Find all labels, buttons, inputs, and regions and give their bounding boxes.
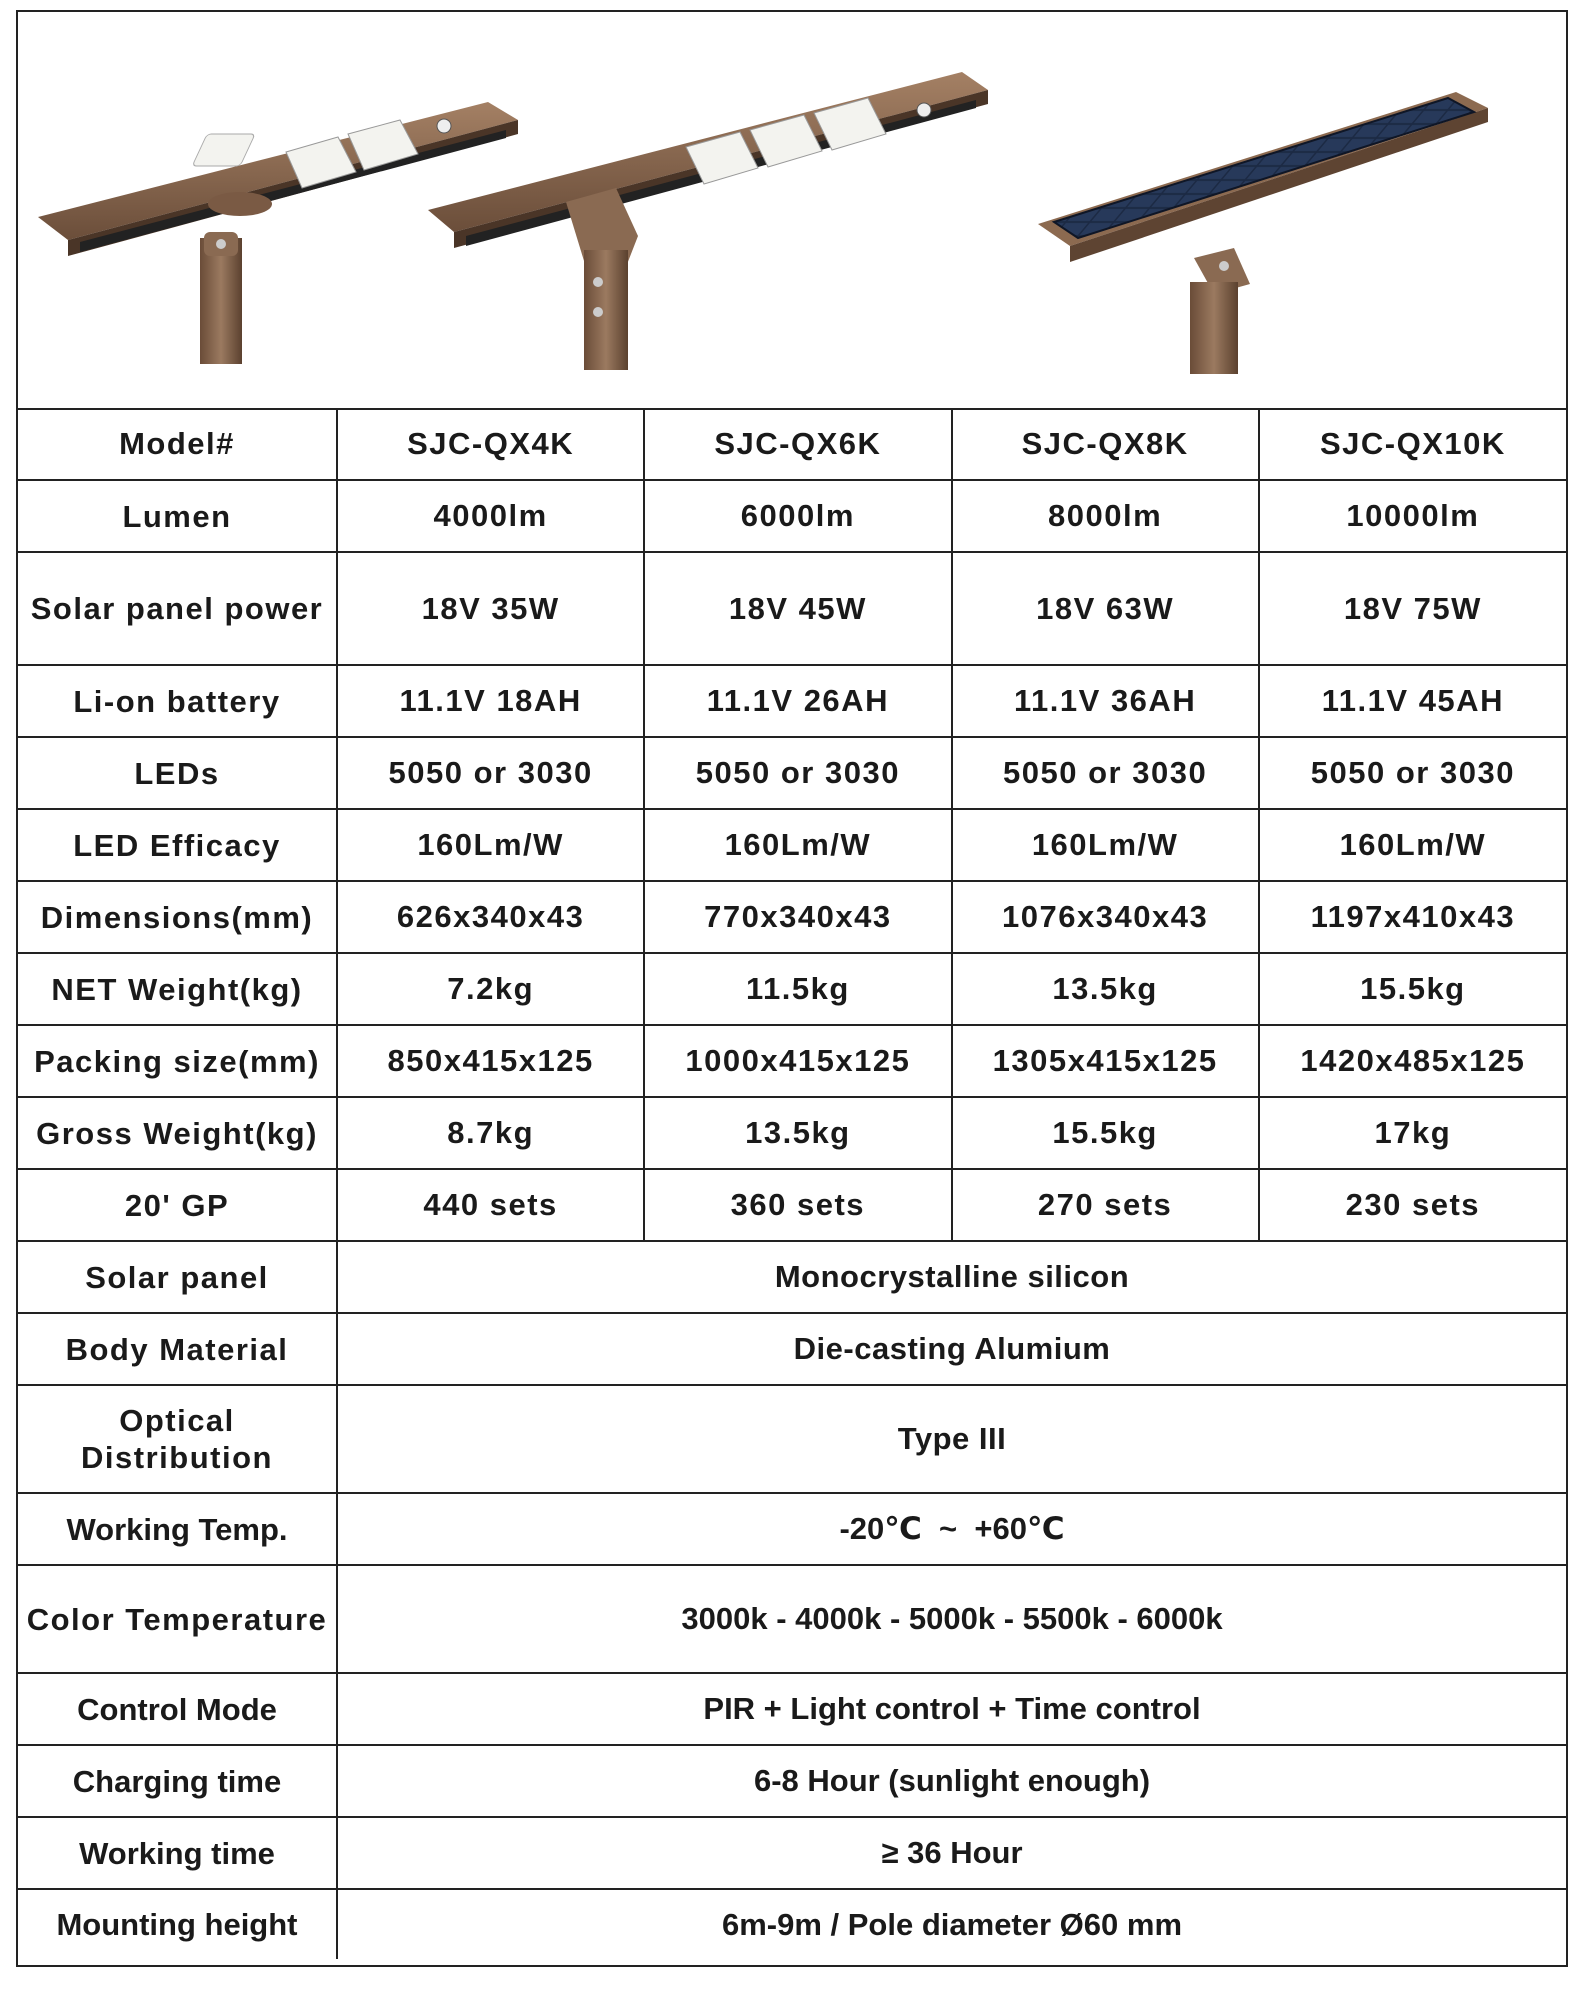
cell-value: 6000lm: [644, 480, 951, 552]
cell-value: 850x415x125: [337, 1025, 644, 1097]
table-row: [18, 1817, 1566, 1889]
row-label: Solar panel power: [18, 552, 337, 665]
cell-value: 1000x415x125: [644, 1025, 951, 1097]
cell-value: ≥ 36 Hour: [337, 1817, 1566, 1889]
cell-value: 5050 or 3030: [337, 737, 644, 809]
row-label: Packing size(mm): [18, 1025, 337, 1097]
row-label: Body Material: [18, 1313, 337, 1385]
row-label: Working Temp.: [18, 1493, 337, 1565]
cell-value: 10000lm: [1259, 480, 1566, 552]
cell-value: 15.5kg: [1259, 953, 1566, 1025]
table-row: [18, 480, 1566, 552]
table-row: [18, 1673, 1566, 1745]
cell-value: 160Lm/W: [337, 809, 644, 881]
table-row: [18, 1565, 1566, 1673]
cell-value: 6m-9m / Pole diameter Ø60 mm: [337, 1889, 1566, 1959]
row-label: Optical Distribution: [18, 1385, 337, 1493]
table-row: [18, 1493, 1566, 1565]
row-label: Dimensions(mm): [18, 881, 337, 953]
street-light-solar-panel-view: [1038, 92, 1488, 374]
cell-value: 270 sets: [952, 1169, 1259, 1241]
cell-value: 1076x340x43: [952, 881, 1259, 953]
row-label: Charging time: [18, 1745, 337, 1817]
model-name: SJC-QX8K: [952, 408, 1259, 480]
cell-value: 626x340x43: [337, 881, 644, 953]
table-row: [18, 1889, 1566, 1959]
row-label: LEDs: [18, 737, 337, 809]
cell-value: 440 sets: [337, 1169, 644, 1241]
cell-value: 11.1V 26AH: [644, 665, 951, 737]
table-row: [18, 1241, 1566, 1313]
cell-value: Monocrystalline silicon: [337, 1241, 1566, 1313]
row-label: Solar panel: [18, 1241, 337, 1313]
table-row: [18, 1097, 1566, 1169]
cell-value: 160Lm/W: [1259, 809, 1566, 881]
cell-value: 18V 63W: [952, 552, 1259, 665]
cell-value: 1420x485x125: [1259, 1025, 1566, 1097]
cell-value: 11.1V 45AH: [1259, 665, 1566, 737]
table-row: [18, 665, 1566, 737]
header-label: Model#: [18, 408, 337, 480]
cell-value: 8000lm: [952, 480, 1259, 552]
model-name: SJC-QX6K: [644, 408, 951, 480]
cell-value: 13.5kg: [952, 953, 1259, 1025]
product-photos: [18, 12, 1566, 408]
cell-value: 230 sets: [1259, 1169, 1566, 1241]
row-label: Working time: [18, 1817, 337, 1889]
cell-value: 8.7kg: [337, 1097, 644, 1169]
table-row: [18, 737, 1566, 809]
row-label: Control Mode: [18, 1673, 337, 1745]
street-light-front-view: [38, 102, 518, 364]
cell-value: 18V 45W: [644, 552, 951, 665]
row-label: Li-on battery: [18, 665, 337, 737]
cell-value: Type III: [337, 1385, 1566, 1493]
row-label: Gross Weight(kg): [18, 1097, 337, 1169]
cell-value: 1197x410x43: [1259, 881, 1566, 953]
table-row: [18, 809, 1566, 881]
cell-value: 5050 or 3030: [644, 737, 951, 809]
table-row: [18, 1745, 1566, 1817]
cell-value: 160Lm/W: [952, 809, 1259, 881]
model-name: SJC-QX4K: [337, 408, 644, 480]
row-label: LED Efficacy: [18, 809, 337, 881]
spec-sheet: [16, 10, 1568, 1967]
cell-value: PIR + Light control + Time control: [337, 1673, 1566, 1745]
table-row: [18, 1025, 1566, 1097]
cell-value: 11.1V 36AH: [952, 665, 1259, 737]
cell-value: -20℃ ~ +60℃: [337, 1493, 1566, 1565]
header-row: [18, 408, 1566, 480]
cell-value: 7.2kg: [337, 953, 644, 1025]
table-row: [18, 552, 1566, 665]
table-row: [18, 1385, 1566, 1493]
spec-table: [18, 408, 1566, 1959]
table-row: [18, 881, 1566, 953]
product-photo-strip: [18, 12, 1566, 410]
table-row: [18, 1313, 1566, 1385]
cell-value: 1305x415x125: [952, 1025, 1259, 1097]
table-row: [18, 1169, 1566, 1241]
cell-value: 4000lm: [337, 480, 644, 552]
cell-value: Die-casting Alumium: [337, 1313, 1566, 1385]
cell-value: 18V 75W: [1259, 552, 1566, 665]
cell-value: 5050 or 3030: [1259, 737, 1566, 809]
cell-value: 13.5kg: [644, 1097, 951, 1169]
cell-value: 360 sets: [644, 1169, 951, 1241]
row-label: Mounting height: [18, 1889, 337, 1959]
cell-value: 15.5kg: [952, 1097, 1259, 1169]
cell-value: 18V 35W: [337, 552, 644, 665]
model-name: SJC-QX10K: [1259, 408, 1566, 480]
cell-value: 5050 or 3030: [952, 737, 1259, 809]
cell-value: 11.5kg: [644, 953, 951, 1025]
cell-value: 3000k - 4000k - 5000k - 5500k - 6000k: [337, 1565, 1566, 1673]
cell-value: 17kg: [1259, 1097, 1566, 1169]
cell-value: 160Lm/W: [644, 809, 951, 881]
row-label: Color Temperature: [18, 1565, 337, 1673]
row-label: Lumen: [18, 480, 337, 552]
table-row: [18, 953, 1566, 1025]
cell-value: 11.1V 18AH: [337, 665, 644, 737]
row-label: NET Weight(kg): [18, 953, 337, 1025]
cell-value: 6-8 Hour (sunlight enough): [337, 1745, 1566, 1817]
cell-value: 770x340x43: [644, 881, 951, 953]
row-label: 20' GP: [18, 1169, 337, 1241]
